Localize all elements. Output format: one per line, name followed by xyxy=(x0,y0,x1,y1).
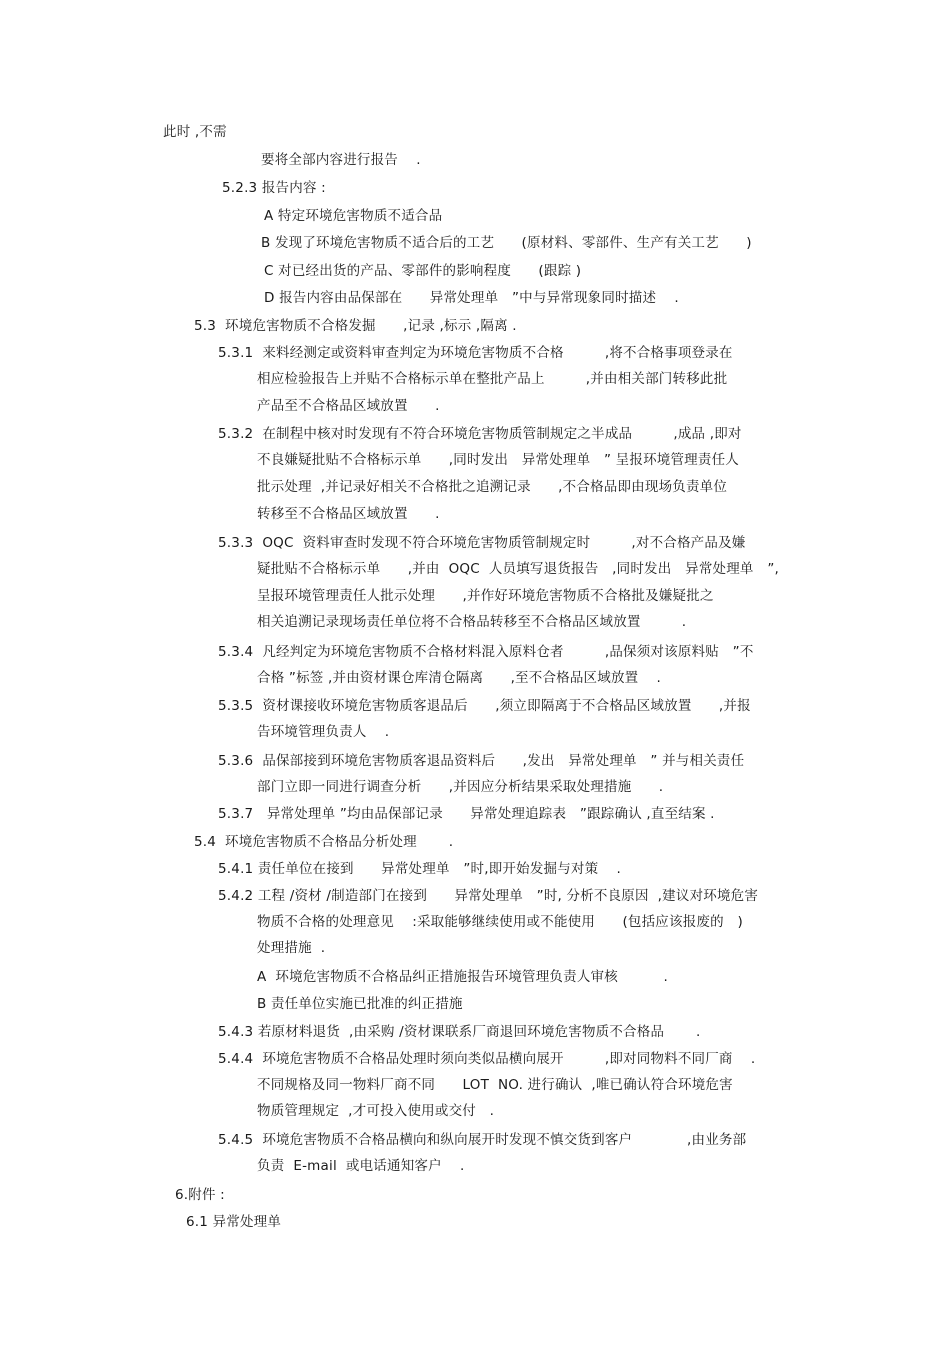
text-line: 疑批贴不合格标示单 ,并由 OQC 人员填写退货报告 ,同时发出 异常处理单 ”, xyxy=(257,561,780,577)
text-line: 物质管理规定 ,才可投入使用或交付 . xyxy=(257,1103,495,1119)
text-line: 5.4.4 环境危害物质不合格品处理时须向类似品横向展开 ,即对同物料不同厂商 . xyxy=(218,1051,756,1067)
text-line: 5.3.3 OQC 资料审查时发现不符合环境危害物质管制规定时 ,对不合格产品及嫌 xyxy=(218,535,746,551)
text-line: 5.3.2 在制程中核对时发现有不符合环境危害物质管制规定之半成品 ,成品 ,即对 xyxy=(218,426,742,442)
text-line: 5.3.6 品保部接到环境危害物质客退品资料后 ,发出 异常处理单 ” 并与相关责任 xyxy=(218,753,745,769)
section-heading: 6.1 异常处理单 xyxy=(186,1214,282,1230)
list-item: A 特定环境危害物质不适合品 xyxy=(264,208,443,224)
text-line: 5.3.1 来料经测定或资料审查判定为环境危害物质不合格 ,将不合格事项登录在 xyxy=(218,345,733,361)
text-line: 5.3.5 资材课接收环境危害物质客退品后 ,须立即隔离于不合格品区域放置 ,并报 xyxy=(218,698,751,714)
list-item: B 责任单位实施已批准的纠正措施 xyxy=(257,996,463,1012)
text-line: 5.3.7 异常处理单 ”均由品保部记录 异常处理追踪表 ”跟踪确认 ,直至结案 . xyxy=(218,806,715,822)
text-line: 告环境管理负责人 . xyxy=(257,724,390,740)
text-line: 呈报环境管理责任人批示处理 ,并作好环境危害物质不合格批及嫌疑批之 xyxy=(257,588,714,604)
section-heading: 5.3 环境危害物质不合格发掘 ,记录 ,标示 ,隔离 . xyxy=(194,318,517,334)
section-heading: 5.2.3 报告内容 : xyxy=(222,180,326,196)
text-line: 合格 ”标签 ,并由资材课仓库清仓隔离 ,至不合格品区域放置 . xyxy=(257,670,662,686)
text-line: 批示处理 ,并记录好相关不合格批之追溯记录 ,不合格品即由现场负责单位 xyxy=(257,479,728,495)
text-line: 产品至不合格品区域放置 . xyxy=(257,398,440,414)
text-line: 部门立即一同进行调查分析 ,并因应分析结果采取处理措施 . xyxy=(257,779,664,795)
list-item: D 报告内容由品保部在 异常处理单 ”中与异常现象同时描述 . xyxy=(264,290,679,306)
section-heading: 6.附件 : xyxy=(175,1187,225,1203)
text-line: 5.4.3 若原材料退货 ,由采购 /资材课联系厂商退回环境危害物质不合格品 . xyxy=(218,1024,701,1040)
text-line: 物质不合格的处理意见 :采取能够继续使用或不能使用 (包括应该报废的 ) xyxy=(257,914,743,930)
text-line: 5.4.2 工程 /资材 /制造部门在接到 异常处理单 ”时, 分析不良原因 ,建议对环境危害 xyxy=(218,888,759,904)
text-line: 处理措施 . xyxy=(257,940,326,956)
list-item: C 对已经出货的产品、零部件的影响程度 (跟踪 ) xyxy=(264,263,582,279)
text-line: 5.4.1 责任单位在接到 异常处理单 ”时,即开始发掘与对策 . xyxy=(218,861,622,877)
text-line: 负责 E-mail 或电话通知客户 . xyxy=(257,1158,465,1174)
text-line: 转移至不合格品区域放置 . xyxy=(257,506,440,522)
text-line: 相应检验报告上并贴不合格标示单在整批产品上 ,并由相关部门转移此批 xyxy=(257,371,728,387)
text-line: 5.4.5 环境危害物质不合格品横向和纵向展开时发现不慎交货到客户 ,由业务部 xyxy=(218,1132,747,1148)
text-line: 5.3.4 凡经判定为环境危害物质不合格材料混入原料仓者 ,品保须对该原料贴 ”不 xyxy=(218,644,754,660)
list-item: A 环境危害物质不合格品纠正措施报告环境管理负责人审核 . xyxy=(257,969,668,985)
section-heading: 5.4 环境危害物质不合格品分析处理 . xyxy=(194,834,454,850)
text-line: 要将全部内容进行报告 . xyxy=(261,152,421,168)
list-item: B 发现了环境危害物质不适合后的工艺 (原材料、零部件、生产有关工艺 ) xyxy=(261,235,752,251)
text-line: 此时 ,不需 xyxy=(163,124,227,140)
text-line: 不良嫌疑批贴不合格标示单 ,同时发出 异常处理单 ” 呈报环境管理责任人 xyxy=(257,452,739,468)
text-line: 相关追溯记录现场责任单位将不合格品转移至不合格品区域放置 . xyxy=(257,614,687,630)
text-line: 不同规格及同一物料厂商不同 LOT NO. 进行确认 ,唯已确认符合环境危害 xyxy=(257,1077,733,1093)
